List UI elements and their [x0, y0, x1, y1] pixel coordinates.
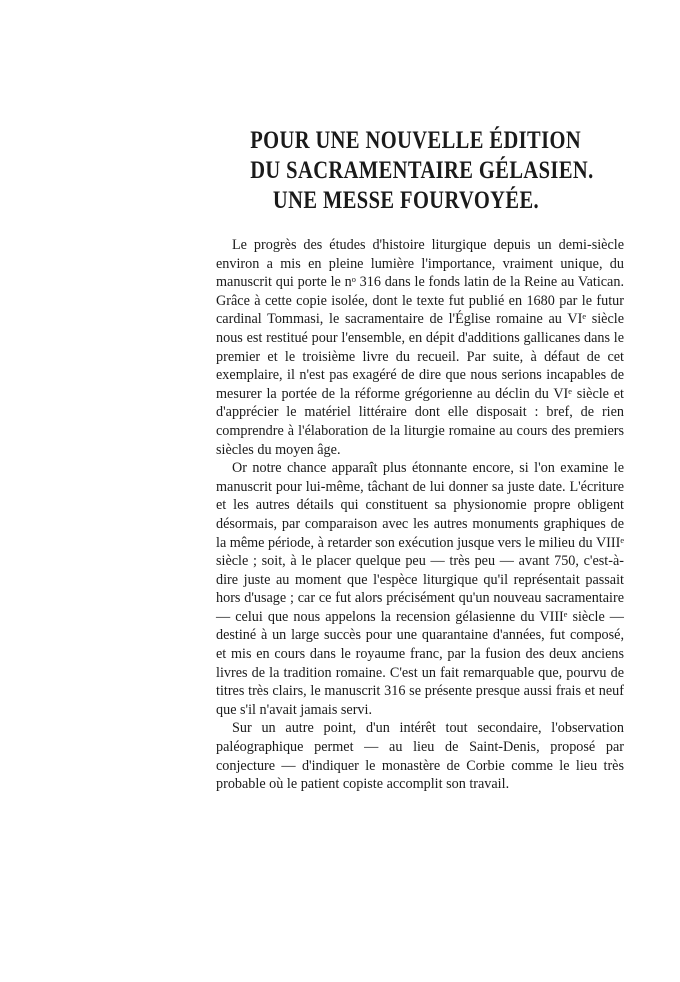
title-line-1: POUR UNE NOUVELLE ÉDITION — [250, 127, 582, 154]
paragraph-2: Or notre chance apparaît plus étonnante encore, si l'on examine le manuscrit pour lui-même, tâchant de lui donner sa juste date. L'écriture et les autres détails qui constituent sa physionomie propre obligent désormais, par comparaison avec les autres monuments graphiques de la même période, à retarder son exécution jusque vers le milieu du VIIIᵉ siècle ; soit, à le placer quelque peu — très peu — avant 750, c'est-à-dire juste au moment que l'espèce liturgique qu'il représentait passait hors d'usage ; car ce fut alors précisément qu'un nouveau sacramentaire — celui que nous appelons la recension gélasienne du VIIIᵉ siècle — destiné à un large succès pour une quarantaine d'années, fut composé, et mis en cours dans le royaume franc, par la fusion des deux anciens livres de la tradition romaine. C'est un fait remarquable que, pourvu de titres très clairs, le manuscrit 316 se présente presque aussi frais et neuf que s'il n'avait jamais servi. — [216, 460, 624, 718]
article-body — [216, 236, 624, 794]
paragraph-1: Le progrès des études d'histoire liturgique depuis un demi-siècle environ a mis en pleine lumière l'importance, vraiment unique, du manuscrit qui porte le nᵒ 316 dans le fonds latin de la Reine au Vatican. Grâce à cette copie isolée, dont le texte fut publié en 1680 par le futur cardinal Tommasi, le sacramentaire de l'Église romaine au VIᵉ siècle nous est restitué pour l'ensemble, en dépit d'additions gallicanes dans le premier et le troisième livre du recueil. Par suite, à défaut de cet exemplaire, il n'est pas exagéré de dire que nous serions incapables de mesurer la portée de la réforme grégorienne au déclin du VIᵉ siècle et d'apprécier le matériel littéraire dont elle disposait : bref, de rien comprendre à l'élaboration de la liturgie romaine au cours des premiers siècles du moyen âge. — [216, 237, 624, 458]
article-title — [250, 126, 594, 216]
title-line-3: UNE MESSE FOURVOYÉE. — [272, 187, 540, 214]
title-line-2: DU SACRAMENTAIRE GÉLASIEN. — [250, 157, 594, 184]
paragraph-3: Sur un autre point, d'un intérêt tout secondaire, l'observation paléographique permet — au lieu de Saint-Denis, proposé par conjecture — d'indiquer le monastère de Corbie comme le lieu très probable où le patient copiste accomplit son travail. — [216, 720, 624, 793]
